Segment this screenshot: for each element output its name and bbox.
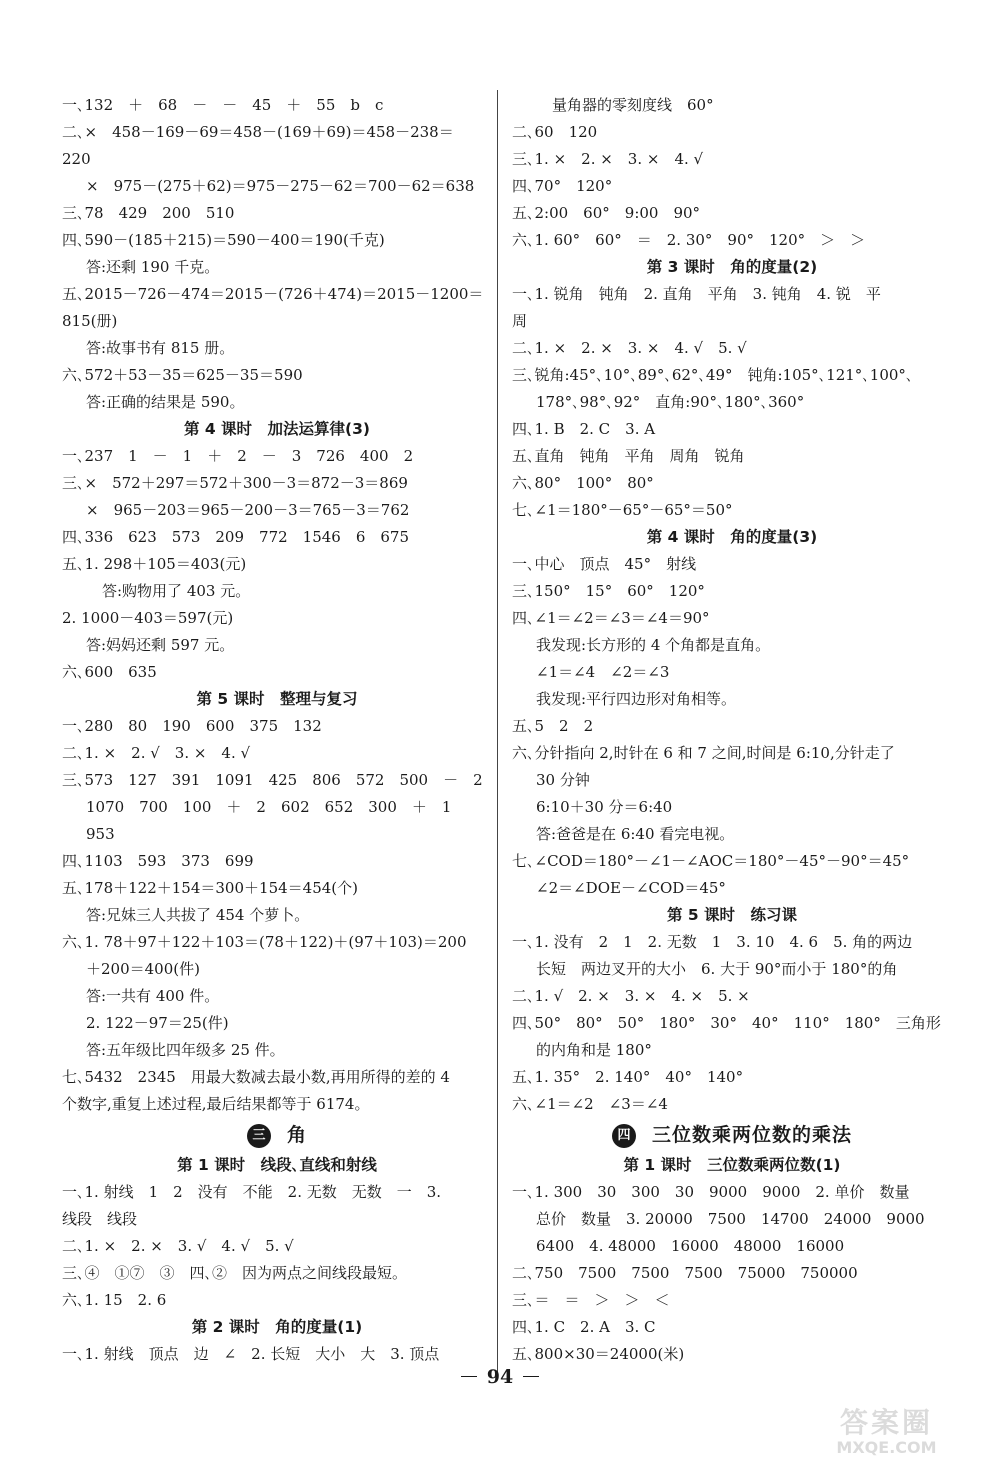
answer-line: 四､590－(185＋215)＝590－400＝190(千克) [62,231,385,249]
watermark-text: 答案圈 [839,1406,933,1439]
answer-line: 二､1. × 2. × 3. √ 4. √ 5. √ [62,1237,294,1255]
answer-line: 178°､98°､92° 直角:90°､180°､360° [536,393,805,411]
lesson-heading: 第 4 课时 角的度量(3) [646,528,818,546]
answer-line: 我发现:长方形的 4 个角都是直角｡ [536,636,763,654]
answer-line: 七､∠1＝180°－65°－65°＝50° [512,501,733,519]
answer-line: 六､分针指向 2,时针在 6 和 7 之间,时间是 6:10,分针走了 [512,744,895,762]
unit-title: 角 [286,1124,307,1146]
lesson-heading: 第 5 课时 练习课 [666,906,798,924]
answer-line: 30 分钟 [536,771,590,789]
answer-line: 量角器的零刻度线 60° [552,96,714,114]
answer-line: 答:兄妹三人共拔了 454 个萝卜｡ [86,906,302,924]
answer-line: 二､× 458－169－69＝458－(169＋69)＝458－238＝ [62,123,454,141]
answer-line: 答:购物用了 403 元｡ [102,582,243,600]
dash-right [523,1376,539,1377]
lesson-heading: 第 5 课时 整理与复习 [196,690,358,708]
answer-line: 三､④ ①⑦ ③ 四､② 因为两点之间线段最短｡ [62,1264,400,1282]
answer-line: 五､1. 35° 2. 140° 40° 140° [512,1068,744,1086]
answer-line: 六､80° 100° 80° [512,474,654,492]
answer-line: 六､600 635 [62,663,157,681]
answer-line: 二､60 120 [512,123,598,141]
answer-line: 二､1. √ 2. × 3. × 4. × 5. × [512,987,750,1005]
answer-line: 七､5432 2345 用最大数减去最小数,再用所得的差的 4 [62,1068,450,1086]
answer-line: 六､1. 78＋97＋122＋103＝(78＋122)＋(97＋103)＝200 [62,933,467,951]
answer-line: 一､1. 没有 2 1 2. 无数 1 3. 10 4. 6 5. 角的两边 [512,933,913,951]
answer-line: × 965－203＝965－200－3＝765－3＝762 [86,501,410,519]
answer-line: 三､1. × 2. × 3. × 4. √ [512,150,704,168]
answer-line: 三､锐角:45°､10°､89°､62°､49° 钝角:105°､121°､100°､ [512,366,914,384]
answer-line: 一､132 ＋ 68 － － 45 ＋ 55 b c [62,96,384,114]
answer-line: 一､280 80 190 600 375 132 [62,717,322,735]
answer-line: 953 [86,825,115,843]
unit-heading [512,1118,952,1152]
answer-line: 三､150° 15° 60° 120° [512,582,705,600]
answer-line: 七､∠COD＝180°－∠1－∠AOC＝180°－45°－90°＝45° [512,852,910,870]
answer-line: 2. 122－97＝25(件) [86,1014,229,1032]
answer-line: 三､× 572＋297＝572＋300－3＝872－3＝869 [62,474,408,492]
lesson-heading: 第 1 课时 三位数乘两位数(1) [623,1156,841,1174]
answer-line: 三､78 429 200 510 [62,204,235,222]
answer-line: 四､1. B 2. C 3. A [512,420,656,438]
answer-line: 四､1. C 2. A 3. C [512,1318,656,1336]
lesson-heading: 第 2 课时 角的度量(1) [191,1318,363,1336]
answer-line: 六､∠1＝∠2 ∠3＝∠4 [512,1095,668,1113]
answer-line: 五､2:00 60° 9:00 90° [512,204,701,222]
answer-line: 五､直角 钝角 平角 周角 锐角 [512,447,745,465]
answer-line: 个数字,重复上述过程,最后结果都等于 6174｡ [62,1095,362,1113]
lesson-heading: 第 3 课时 角的度量(2) [646,258,818,276]
lesson-heading: 第 4 课时 加法运算律(3) [183,420,371,438]
answer-line: 五､1. 298＋105＝403(元) [62,555,247,573]
lesson-heading: 第 1 课时 线段､直线和射线 [177,1156,377,1174]
answer-line: × 975－(275＋62)＝975－275－62＝700－62＝638 [86,177,475,195]
answer-line: 二､1. × 2. × 3. × 4. √ 5. √ [512,339,747,357]
answer-line: 五､178＋122＋154＝300＋154＝454(个) [62,879,358,897]
unit-heading [62,1118,492,1152]
answer-line: 五､5 2 2 [512,717,594,735]
answer-line: 三､573 127 391 1091 425 806 572 500 － 2 [62,771,483,789]
answer-line: 我发现:平行四边形对角相等｡ [536,690,729,708]
answer-line: ∠1＝∠4 ∠2＝∠3 [536,663,670,681]
watermark-url: MXQE.COM [836,1438,937,1457]
answer-line: 二､750 7500 7500 7500 75000 750000 [512,1264,858,1282]
answer-line: 六､1. 60° 60° ＝ 2. 30° 90° 120° ＞ ＞ [512,231,866,249]
answer-line: 周 [512,312,528,330]
answer-line: 答:正确的结果是 590｡ [86,393,237,411]
answer-line: 六､1. 15 2. 6 [62,1291,167,1309]
answer-line: 长短 两边叉开的大小 6. 大于 90°而小于 180°的角 [536,960,898,978]
answer-line: 四､336 623 573 209 772 1546 6 675 [62,528,410,546]
answer-line: 2. 1000－403＝597(元) [62,609,234,627]
answer-line: 一､237 1 － 1 ＋ 2 － 3 726 400 2 [62,447,414,465]
answer-line: 线段 线段 [62,1210,138,1228]
answer-line: 答:故事书有 815 册｡ [86,339,227,357]
answer-line: 1070 700 100 ＋ 2 602 652 300 ＋ 1 [86,798,452,816]
answer-line: 五､800×30＝24000(米) [512,1345,685,1363]
answer-line: 一､1. 300 30 300 30 9000 9000 2. 单价 数量 [512,1183,910,1201]
answer-line: 的内角和是 180° [536,1041,652,1059]
answer-line: 二､1. × 2. √ 3. × 4. √ [62,744,251,762]
answer-line: 一､1. 射线 顶点 边 ∠ 2. 长短 大小 大 3. 顶点 [62,1345,440,1363]
answer-line: 三､＝ ＝ ＞ ＞ ＜ [512,1291,670,1309]
unit-number-badge: 四 [612,1124,636,1148]
answer-line: ＋200＝400(件) [86,960,200,978]
answer-line: 四､1103 593 373 699 [62,852,254,870]
answer-line: 6:10＋30 分＝6:40 [536,798,673,816]
answer-line: 答:爸爸是在 6:40 看完电视｡ [536,825,727,843]
answer-line: 四､∠1＝∠2＝∠3＝∠4＝90° [512,609,710,627]
answer-line: 220 [62,150,91,168]
answer-line: 答:妈妈还剩 597 元｡ [86,636,227,654]
answer-line: 一､1. 锐角 钝角 2. 直角 平角 3. 钝角 4. 锐 平 [512,285,881,303]
unit-number-badge: 三 [247,1124,271,1148]
left-column [62,92,492,1368]
answer-line: 五､2015－726－474＝2015－(726＋474)＝2015－1200＝ [62,285,484,303]
answer-line: 一､中心 顶点 45° 射线 [512,555,697,573]
answer-line: ∠2＝∠DOE－∠COD＝45° [536,879,726,897]
answer-line: 答:一共有 400 件｡ [86,987,212,1005]
dash-left [461,1376,477,1377]
answer-line: 一､1. 射线 1 2 没有 不能 2. 无数 无数 一 3. [62,1183,442,1201]
answer-line: 答:五年级比四年级多 25 件｡ [86,1041,278,1059]
answer-line: 四､50° 80° 50° 180° 30° 40° 110° 180° 三角形 [512,1014,941,1032]
unit-title: 三位数乘两位数的乘法 [651,1124,852,1146]
page-number [0,1366,1000,1388]
right-column [512,92,952,1368]
answer-line: 总价 数量 3. 20000 7500 14700 24000 9000 [536,1210,925,1228]
watermark-logo [789,1408,984,1460]
column-divider [497,90,498,1375]
answer-line: 四､70° 120° [512,177,613,195]
answer-line: 六､572＋53－35＝625－35＝590 [62,366,303,384]
answer-line: 815(册) [62,312,118,330]
page-number-text: 94 [486,1366,514,1388]
answer-line: 答:还剩 190 千克｡ [86,258,212,276]
answer-line: 6400 4. 48000 16000 48000 16000 [536,1237,845,1255]
